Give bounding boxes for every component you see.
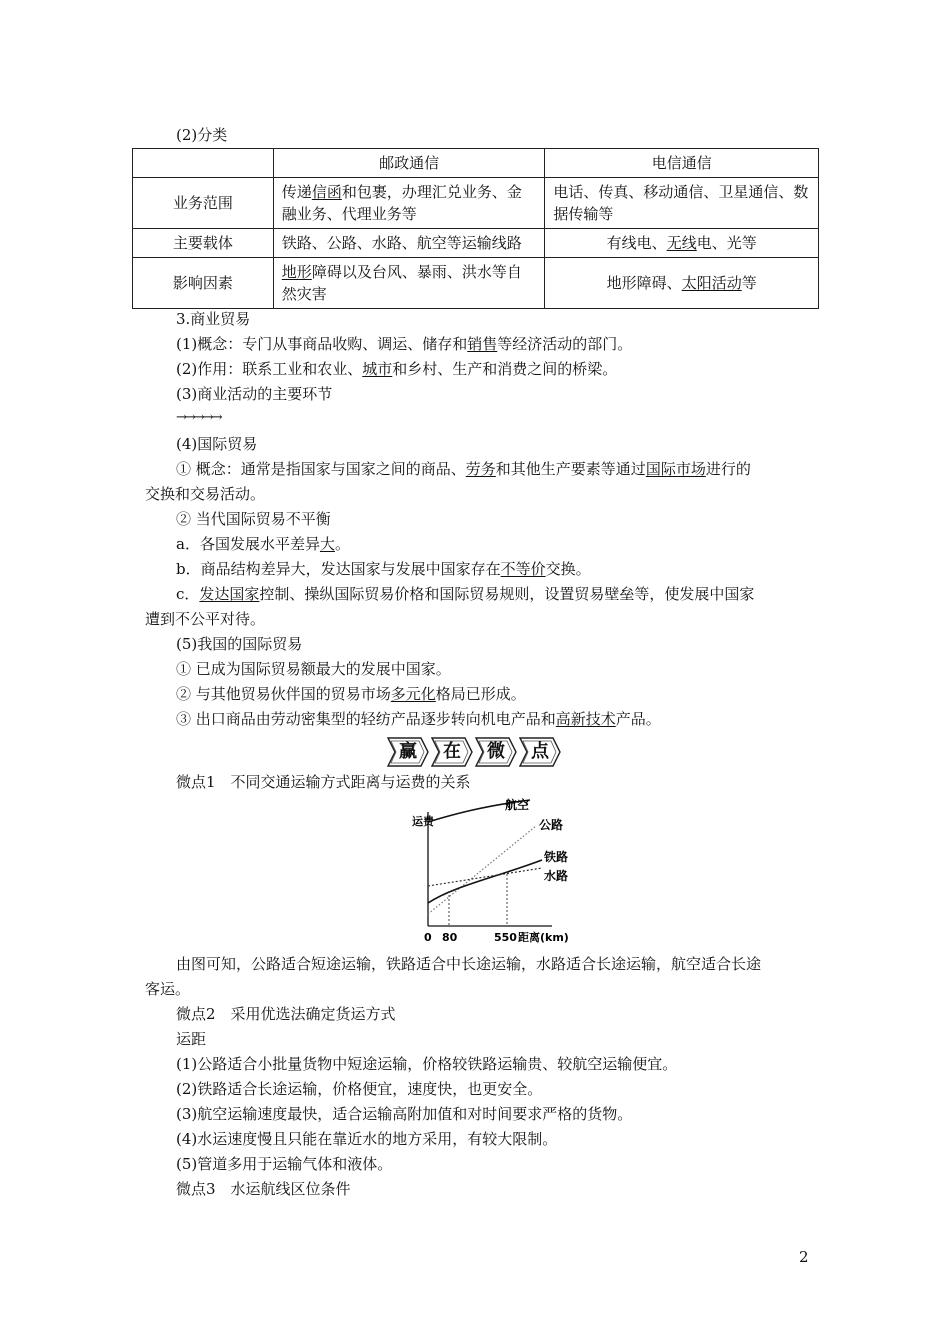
text-line: ② 当代国际贸易不平衡	[176, 510, 331, 528]
text-line: (1)概念：专门从事商品收购、调运、储存和销售等经济活动的部门。	[176, 335, 633, 353]
text-line: ② 与其他贸易伙伴国的贸易市场多元化格局已形成。	[176, 685, 526, 703]
banner-char: 点	[519, 737, 561, 767]
row-label: 影响因素	[133, 258, 274, 309]
text-line: ① 概念：通常是指国家与国家之间的商品、劳务和其他生产要素等通过国际市场进行的	[176, 460, 751, 478]
table-cell: 铁路、公路、水路、航空等运输线路	[273, 229, 545, 258]
text-line: 客运。	[145, 980, 191, 998]
text-line: (2)作用：联系工业和农业、城市和乡村、生产和消费之间的桥梁。	[176, 360, 618, 378]
row-label: 主要载体	[133, 229, 274, 258]
row-label: 业务范围	[133, 178, 274, 229]
text-line: a．各国发展水平差异大。	[176, 535, 350, 553]
text-line: 由图可知，公路适合短途运输，铁路适合中长途运输，水路适合长途运输，航空适合长途	[176, 955, 762, 973]
table-cell: 地形障碍、太阳活动等	[545, 258, 819, 309]
table-cell: 地形障碍以及台风、暴雨、洪水等自然灾害	[273, 258, 545, 309]
text-line: (2)铁路适合长途运输，价格便宜，速度快，也更安全。	[176, 1080, 543, 1098]
text-line: 交换和交易活动。	[145, 485, 266, 503]
text-line: b．商品结构差异大，发达国家与发展中国家存在不等价交换。	[176, 560, 591, 578]
table-row	[133, 178, 819, 229]
series-label-road: 公路	[539, 818, 564, 832]
table-cell: 传递信函和包裹，办理汇兑业务、金融业务、代理业务等	[273, 178, 545, 229]
series-label-air: 航空	[505, 798, 530, 812]
x-tick-label: 80	[442, 931, 458, 944]
table-header-cell	[133, 149, 274, 178]
y-axis-label-part: 运费	[412, 815, 434, 828]
banner-char: 赢	[387, 737, 429, 767]
table-row	[133, 229, 819, 258]
x-axis-label: 距离(km)	[518, 931, 569, 944]
table-header-row	[133, 149, 819, 178]
point-heading: 微点2 采用优选法确定货运方式	[176, 1005, 396, 1023]
text-line: (5)管道多用于运输气体和液体。	[176, 1155, 393, 1173]
table-cell: 有线电、无线电、光等	[545, 229, 819, 258]
text-line: 运距	[176, 1030, 207, 1048]
table-header-cell: 电信通信	[545, 149, 819, 178]
line-road	[428, 826, 536, 914]
x-tick-label: 0	[424, 931, 432, 944]
section-banner	[387, 737, 563, 767]
table-header-cell: 邮政通信	[273, 149, 545, 178]
point-heading: 微点3 水运航线区位条件	[176, 1180, 351, 1198]
text-line: 遭到不公平对待。	[145, 610, 266, 628]
text-line: (1)公路适合小批量货物中短途运输，价格较铁路运输贵、较航空运输便宜。	[176, 1055, 678, 1073]
arrow-line: →→→→→	[176, 410, 221, 425]
text-line: (4)国际贸易	[176, 435, 258, 453]
text-line: ① 已成为国际贸易额最大的发展中国家。	[176, 660, 451, 678]
section-heading: 3.商业贸易	[176, 310, 251, 328]
series-label-rail: 铁路	[544, 850, 569, 864]
banner-char: 在	[431, 737, 473, 767]
distance-freight-chart	[404, 796, 590, 948]
table-cell: 电话、传真、移动通信、卫星通信、数据传输等	[545, 178, 819, 229]
text-line: ③ 出口商品由劳动密集型的轻纺产品逐步转向机电产品和高新技术产品。	[176, 710, 661, 728]
series-label-water: 水路	[544, 869, 569, 883]
communication-classification-table	[132, 148, 819, 309]
text-line: c．发达国家控制、操纵国际贸易价格和国际贸易规则，设置贸易壁垒等，使发展中国家	[176, 585, 755, 603]
text-line: (3)商业活动的主要环节	[176, 385, 333, 403]
table-row	[133, 258, 819, 309]
page-number: 2	[799, 1248, 809, 1266]
line-rail	[428, 860, 542, 903]
text-line: (5)我国的国际贸易	[176, 635, 303, 653]
classification-heading: (2)分类	[176, 126, 228, 144]
text-line: (3)航空运输速度最快，适合运输高附加值和对时间要求严格的货物。	[176, 1105, 633, 1123]
line-water	[428, 868, 542, 886]
text-line: (4)水运速度慢且只能在靠近水的地方采用，有较大限制。	[176, 1130, 558, 1148]
banner-char: 微	[475, 737, 517, 767]
point-heading: 微点1 不同交通运输方式距离与运费的关系	[176, 773, 471, 791]
x-tick-label: 550	[494, 931, 517, 944]
